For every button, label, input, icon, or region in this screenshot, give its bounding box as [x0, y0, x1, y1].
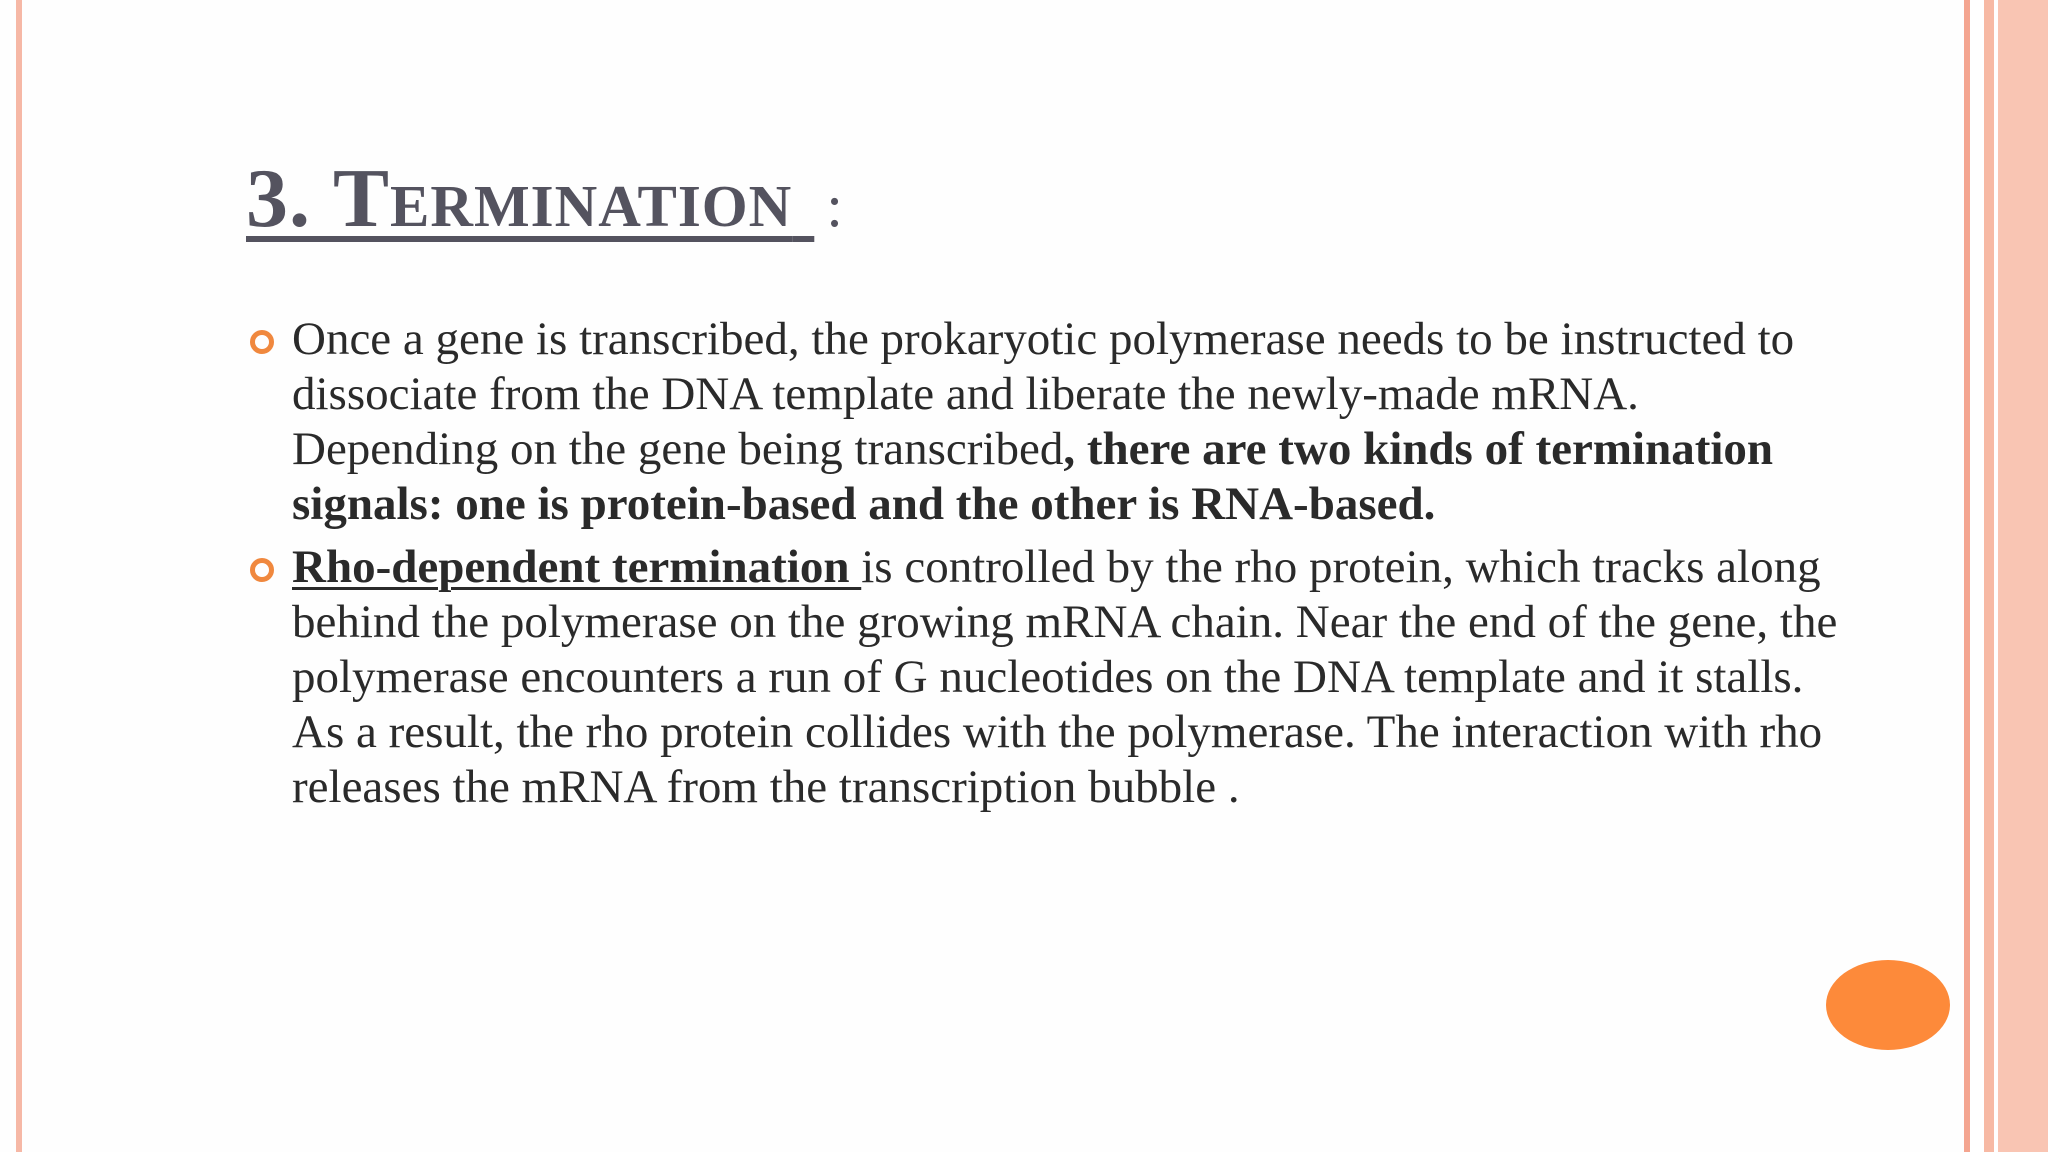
bullet-circle-icon — [250, 330, 274, 354]
title-underlined-part — [246, 152, 814, 245]
left-border-line — [16, 0, 22, 1152]
title-word: Termination — [333, 152, 793, 245]
bullet-item — [250, 540, 1850, 815]
slide-title — [246, 150, 844, 247]
orange-circle-decoration — [1826, 960, 1950, 1050]
bullet-text-bold-underlined: Rho-dependent termination — [292, 541, 862, 593]
stripe — [1984, 0, 1994, 1152]
title-colon: : — [826, 173, 844, 239]
stripe — [1998, 0, 2048, 1152]
bullet-text: is controlled by the rho protein, which tracks along behind the polymerase on the growing mRNA chain. Near the end of the gene, the polymerase encounters a run of G nucleotides on the DNA template and it stalls. As a result, the rho protein collides with the polymerase. The interaction with rho releases the mRNA from the transcription bubble . — [292, 541, 1838, 813]
title-trailing-space — [792, 152, 814, 245]
bullet-text: Once a gene is transcribed, the prokaryotic polymerase needs to be instructed to dissociate from the DNA template and liberate the newly-made mRNA. Depending on the gene being transcribed — [292, 313, 1795, 475]
stripe — [1970, 0, 1984, 1152]
title-number: 3. — [246, 152, 333, 245]
bullet-circle-icon — [250, 558, 274, 582]
bullet-item — [250, 312, 1850, 532]
bullet-text-bold: , there are two kinds of termination signals: one is protein-based and the other is RNA-based. — [292, 423, 1774, 530]
slide-content — [250, 312, 1850, 823]
right-decorative-stripes — [1964, 0, 2048, 1152]
